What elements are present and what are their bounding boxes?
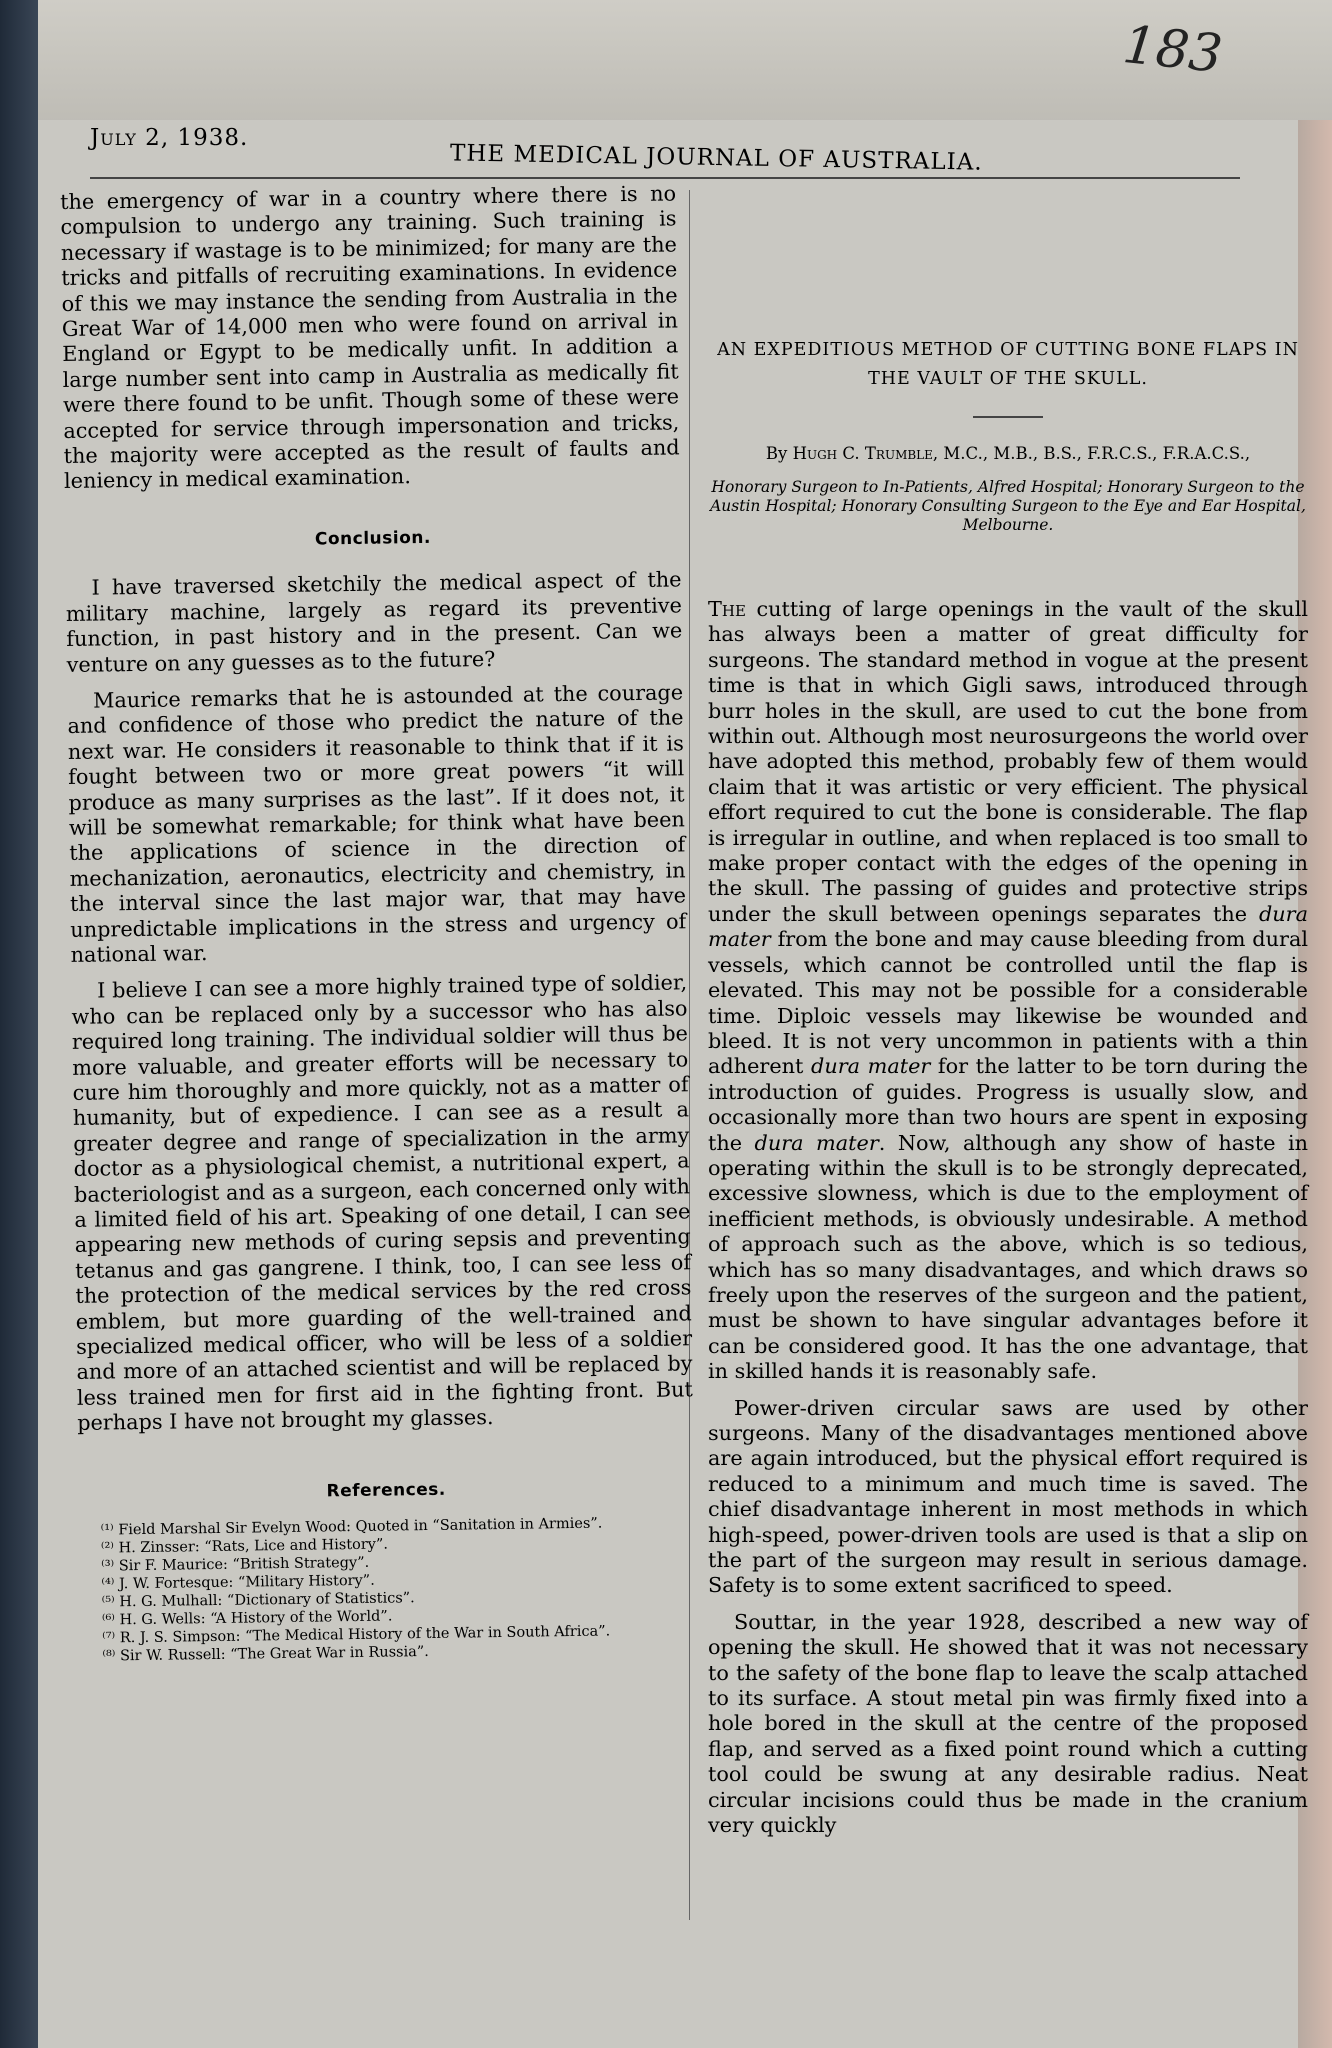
dura-mater-term: dura mater: [811, 1054, 931, 1079]
conclusion-heading: Conclusion.: [314, 527, 431, 550]
reference-item: ⁽¹⁾ Field Marshal Sir Evelyn Wood: Quoted in “Sanitation in Armies”.: [100, 1515, 603, 1539]
reference-item: ⁽⁴⁾ J. W. Fortesque: “Military History”.: [101, 1572, 375, 1593]
article-paragraph-3: Souttar, in the year 1928, described a new way of opening the skull. He showed that it was not necessary to the safety of the bone flap to leave the scalp attached to its surface. A stout metal pin was firmly fixed into a hole bored in the skull at the centre of the proposed flap, and served as a fixed point round which a cutting tool could be swung at any desirable radius. Neat circular incisions could thus be made in the cranium very quickly: [708, 1609, 1308, 1838]
p1-text-a: cutting of large openings in the vault of the skull has always been a matter of great difficulty for surgeons. The standard method in vogue at the present time is that in which Gigli saws, introduced through burr holes in the skull, are used to cut the bone from within out. Although most neurosurgeons the world over have adopted this method, probably few of them would claim that it was artistic or very efficient. The physical effort required to cut the bone is considerable. The flap is irregular in outline, and when replaced is too small to make proper contact with the edges of the opening in the skull. The passing of guides and protective strips under the skull between openings separates the: [708, 597, 1308, 926]
author-affiliation: Honorary Surgeon to In-Patients, Alfred Hospital; Honorary Surgeon to the Austin Hospital; Honorary Consulting Surgeon to the Eye and Ear Hospital, Melbourne.: [710, 478, 1306, 534]
p1-text-b: from the bone and may cause bleeding from dural vessels, which cannot be controlled until the flap is elevated. This may not be possible for a considerable time. Diploic vessels may likewise be wounded and bleed. It is not very uncommon in patients with a thin adherent: [708, 927, 1308, 1079]
reference-item: ⁽⁶⁾ H. G. Wells: “A History of the World”.: [101, 1608, 393, 1629]
conclusion-paragraph-1: I have traversed sketchily the medical aspect of the military machine, largely as regard its preventive function, in past history and in the present. Can we venture on any guesses as to the future?: [65, 567, 683, 677]
byline: By Hugh C. Trumble, M.C., M.B., B.S., F.R.C.S., F.R.A.C.S.,: [765, 444, 1251, 463]
reference-item: ⁽⁷⁾ R. J. S. Simpson: “The Medical History of the War in South Africa”.: [102, 1623, 611, 1647]
author-credentials: M.C., M.B., B.S., F.R.C.S., F.R.A.C.S.,: [943, 444, 1251, 463]
right-column: [708, 210, 1308, 1839]
article-paragraph-2: Power-driven circular saws are used by other surgeons. Many of the disadvantages mentioned above are again introduced, but the physical effort required is reduced to a minimum and much time is saved. The chief disadvantage inherent in most methods in which high-speed, power-driven tools are used is that a slip on the part of the surgeon may result in serious damage. Safety is to some extent sacrificed to speed.: [708, 1395, 1308, 1598]
title-rule: [973, 416, 1043, 418]
scanner-background-left: [0, 0, 38, 2048]
dura-mater-term: dura mater: [754, 1130, 879, 1155]
references-section: [78, 1474, 697, 1666]
header-date: July 2, 1938.: [90, 125, 249, 151]
reference-item: ⁽⁵⁾ H. G. Mulhall: “Dictionary of Statistics”.: [101, 1590, 415, 1611]
intro-paragraph: the emergency of war in a country where there is no compulsion to undergo any training. Such training is necessary if wastage is to be minimized; for many are the tricks and pitfalls of recruiting examinations. In evidence of this we may instance the sending from Australia in the Great War of 14,000 men who were found on arrival in England or Egypt to be medically unfit. In addition a large number sent into camp in Australia as medically fit were there found to be unfit. Though some of these were accepted for service through impersonation and tricks, the majority were accepted as the result of faults and leniency in medical examination.: [60, 181, 680, 494]
article-paragraph-1: [708, 597, 1308, 1385]
reference-item: ⁽³⁾ Sir F. Maurice: “British Strategy”.: [101, 1554, 370, 1575]
p1-text-c: for the latter to be torn during the introduction of guides. Progress is usually slow, and occasionally more than two hours are spent in exposing the: [708, 1054, 1308, 1155]
article-dropcap: The: [708, 597, 746, 621]
conclusion-paragraph-3: I believe I can see a more highly trained type of soldier, who can be replaced only by a successor who has also required long training. The individual soldier will thus be more valuable, and greater efforts will be necessary to cure him thoroughly and more quickly, not as a matter of humanity, but of expedience. I can see as a result a greater degree and range of specialization in the army doctor as a physiological chemist, a nutritional expert, a bacteriologist and as a surgeon, each concerned only with a limited field of his art. Speaking of one detail, I can see appearing new methods of curing sepsis and preventing tetanus and gas gangrene. I think, too, I can see less of the protection of the medical services by the red cross emblem, but more guarding of the well-trained and specialized medical officer, who will be less of a soldier and more of an attached scientist and will be replaced by less trained men for first aid in the fighting front. But perhaps I have not brought my glasses.: [71, 970, 693, 1436]
page-header: [90, 125, 1240, 175]
header-rule: [90, 177, 1240, 179]
handwritten-folio: 183: [1119, 14, 1225, 86]
author-name: Hugh C. Trumble: [792, 444, 933, 463]
reference-item: ⁽⁸⁾ Sir W. Russell: “The Great War in Russia”.: [102, 1644, 429, 1665]
reference-item: ⁽²⁾ H. Zinsser: “Rats, Lice and History”.: [100, 1536, 389, 1557]
article-title: AN EXPEDITIOUS METHOD OF CUTTING BONE FLAPS IN THE VAULT OF THE SKULL.: [717, 340, 1299, 389]
column-divider: [689, 190, 690, 1920]
references-heading: References.: [326, 1479, 446, 1502]
p1-text-d: . Now, although any show of haste in operating within the skull is to be strongly deprecated, excessive slowness, which is due to the employment of inefficient methods, is obviously undesirable. A method of approach such as the above, which is so tedious, which has so many disadvantages, and which draws so freely upon the reserves of the surgeon and the patient, must be shown to have singular advantages before it can be considered good. It has the one advantage, that in skilled hands it is reasonably safe.: [708, 1130, 1309, 1384]
left-column: [60, 181, 697, 1666]
dura-mater-term: dura mater: [708, 901, 1308, 952]
conclusion-paragraph-2: Maurice remarks that he is astounded at the courage and confidence of those who predict the nature of the next war. He considers it reasonable to think that if it is fought between two or more great powers “it will produce as many surprises as the last”. If it does not, it will be somewhat remarkable; for think what have been the applications of science in the direction of mechanization, aeronautics, electricity and chemistry, in the interval since the last major war, that may have unpredictable implications in the stress and urgency of national war.: [67, 680, 687, 967]
header-journal-title: THE MEDICAL JOURNAL OF AUSTRALIA.: [449, 140, 983, 176]
byline-by: By: [765, 444, 788, 463]
